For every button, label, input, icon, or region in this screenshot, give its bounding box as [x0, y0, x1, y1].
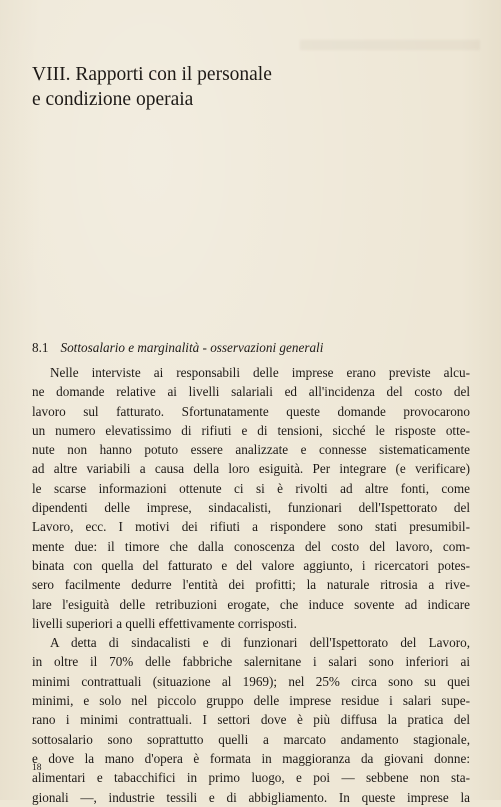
text-line: rano i minimi contrattuali. I settori dove è più diffusa la pratica del — [32, 712, 470, 728]
text-line: e dove la mano d'opera è formata in maggioranza da giovani donne: — [32, 750, 470, 766]
text-line: binata con quella del fatturato e del valore aggiunto, i ricercatori potes- — [32, 557, 470, 573]
text-line: lare l'esiguità delle retribuzioni erogate, che induce sovente ad indicare — [32, 596, 470, 612]
text-line: ad altre variabili a causa della loro esiguità. Per integrare (e verificare) — [32, 461, 470, 477]
paragraph — [32, 633, 470, 807]
text-line: sottosalario sono soprattutto quelli a marcato andamento stagionale, — [32, 731, 470, 747]
text-line: Nelle interviste ai responsabili delle imprese erano previste alcu- — [50, 365, 470, 380]
text-line: dipendenti delle imprese, sindacalisti, funzionari dell'Ispettorato del — [32, 500, 470, 516]
text-line: lavoro sul fatturato. Sfortunatamente queste domande provocarono — [32, 403, 470, 419]
text-line: in oltre il 70% delle fabbriche salernitane i salari sono inferiori ai — [32, 654, 470, 670]
chapter-title-line: VIII. Rapporti con il personale — [32, 64, 272, 85]
text-line: minimi contrattuali (situazione al 1969); nel 25% circa sono su quei — [32, 673, 470, 689]
text-line: livelli superiori a quelli effettivamente corrisposti. — [32, 615, 297, 631]
bleed-through-shadow — [300, 40, 480, 50]
text-line: ne domande relative ai livelli salariali ed all'incidenza del costo del — [32, 384, 470, 400]
text-line: sero facilmente dedurre l'entità dei profitti; la naturale ritrosia a rive- — [32, 577, 470, 593]
text-line: Lavoro, ecc. I motivi dei rifiuti a rispondere sono stati presumibil- — [32, 519, 470, 535]
section-title: Sottosalario e marginalità - osservazioni generali — [60, 340, 324, 355]
chapter-title — [32, 62, 452, 112]
section-number: 8.1 — [32, 340, 49, 355]
text-line: gionali —, industrie tessili e di abbigliamento. In queste imprese la — [32, 789, 470, 805]
body-text — [32, 363, 470, 807]
text-line: nute non hanno potuto essere analizzate e connesse sistematicamente — [32, 442, 470, 458]
section-heading — [32, 339, 462, 356]
text-line: alimentari e tabacchifici in primo luogo, e poi — sebbene non sta- — [32, 770, 470, 786]
text-line: minimi, e solo nel piccolo gruppo delle imprese residue i salari supe- — [32, 693, 470, 709]
text-line: A detta di sindacalisti e di funzionari dell'Ispettorato del Lavoro, — [50, 635, 470, 651]
text-line: mente due: il timore che dalla conoscenza del costo del lavoro, com- — [32, 538, 470, 554]
page-number: 18 — [32, 763, 42, 773]
paragraph — [32, 363, 470, 633]
text-line: le scarse informazioni ottenute ci si è rivolti ad altre fonti, come — [32, 480, 470, 496]
text-line: un numero elevatissimo di rifiuti e di tensioni, sicché le risposte otte- — [32, 422, 470, 438]
chapter-title-line: e condizione operaia — [32, 89, 194, 110]
